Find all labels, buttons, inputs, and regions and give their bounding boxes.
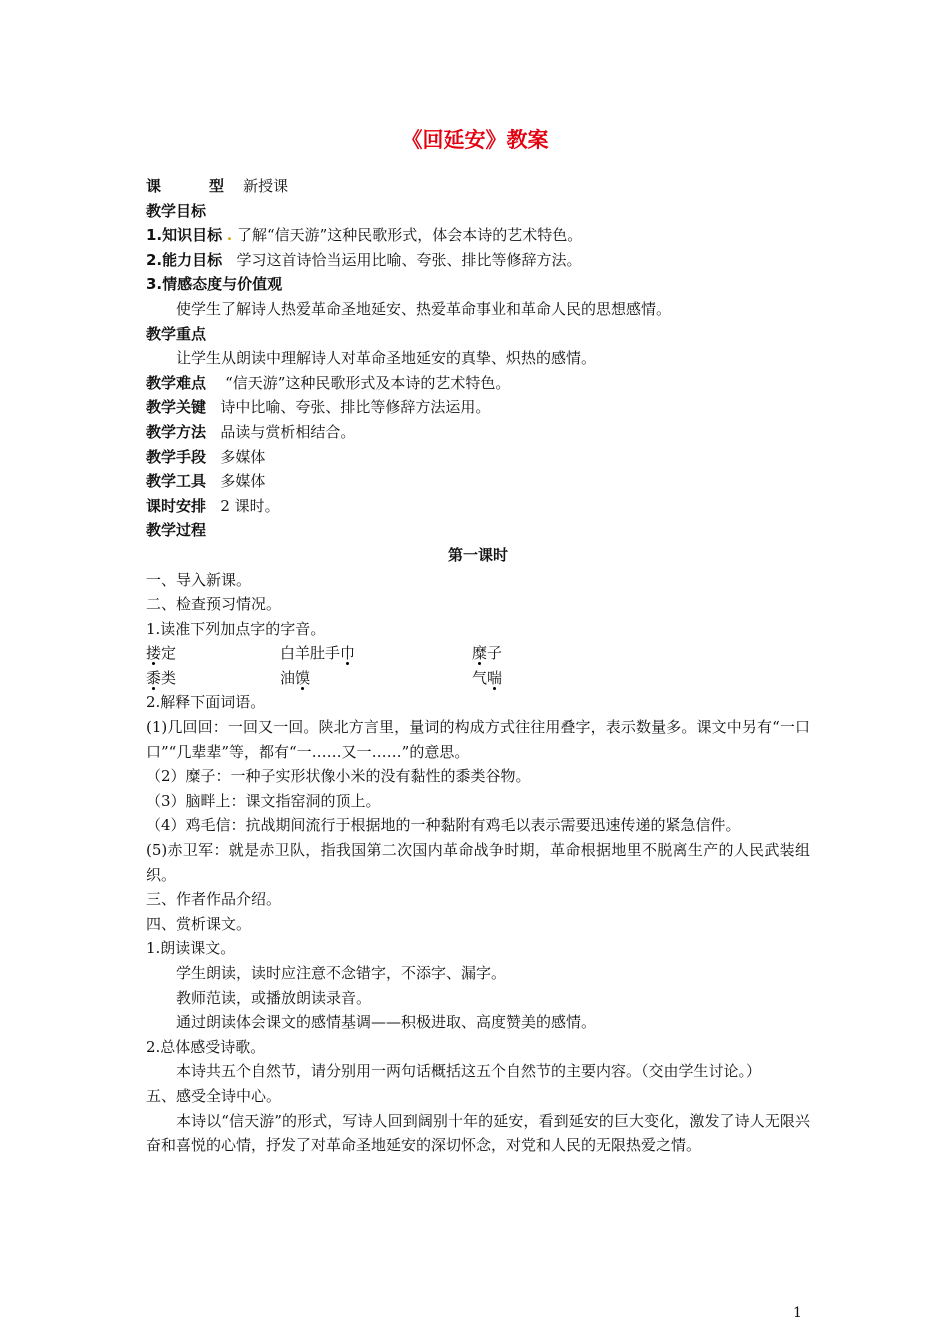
word-row-1 <box>146 641 810 666</box>
first-period-heading: 第一课时 <box>447 545 508 564</box>
lesson-type-line <box>146 174 810 199</box>
attitude-objective-text: 使学生了解诗人热爱革命圣地延安、热爱革命事业和革命人民的思想感情。 <box>176 299 672 318</box>
ability-objective-line <box>146 248 810 273</box>
dotted-char: 馍 <box>295 668 311 687</box>
dotted-char: 糜 <box>472 644 488 663</box>
section-appreciation: 四、赏析课文。 <box>146 914 252 933</box>
heading-key-points: 教学重点 <box>146 324 207 343</box>
dotted-char: 黍 <box>146 668 162 687</box>
section-theme: 五、感受全诗中心。 <box>146 1086 282 1105</box>
reading-step-3: 通过朗读体会课文的感情基调——积极进取、高度赞美的感情。 <box>176 1013 597 1032</box>
word-row-2 <box>146 666 810 691</box>
reading-heading: 1.朗读课文。 <box>146 939 236 958</box>
pronunciation-instruction: 1.读准下列加点字的字音。 <box>146 619 326 638</box>
method-value: 品读与赏析相结合。 <box>220 422 356 441</box>
key-line <box>146 395 810 420</box>
difficulty-value: “信天游”这种民歌形式及本诗的艺术特色。 <box>225 373 511 392</box>
means-line <box>146 445 810 470</box>
word-rest: 类 <box>161 668 177 687</box>
schedule-line <box>146 494 810 519</box>
document-title: 《回延安》教案 <box>401 128 549 152</box>
dotted-char: 搂 <box>146 644 162 663</box>
reading-step-2: 教师范读，或播放朗读录音。 <box>176 988 372 1007</box>
section-author: 三、作者作品介绍。 <box>146 890 282 909</box>
means-label: 教学手段 <box>146 447 207 466</box>
explanation-3: （3）脑畔上：课文指窑洞的顶上。 <box>146 791 381 810</box>
method-line <box>146 420 810 445</box>
theme-text: 本诗以“信天游”的形式，写诗人回到阔别十年的延安，看到延安的巨大变化，激发了诗人无限兴奋和喜悦的心情，抒发了对革命圣地延安的深切怀念，对党和人民的无限热爱之情。 <box>146 1111 810 1155</box>
heading-process: 教学过程 <box>146 521 207 540</box>
explanation-4: （4）鸡毛信：抗战期间流行于根据地的一种黏附有鸡毛以表示需要迅速传递的紧急信件。 <box>146 816 741 835</box>
word-rest: 气 <box>472 668 488 687</box>
heading-objectives: 教学目标 <box>146 201 207 220</box>
word-rest: 白羊肚手 <box>280 644 341 663</box>
reading-step-1: 学生朗读，读时应注意不念错字，不添字、漏字。 <box>176 964 507 982</box>
difficulty-line <box>146 371 810 396</box>
method-label: 教学方法 <box>146 422 207 441</box>
schedule-value: 2 课时。 <box>220 496 280 515</box>
document-body <box>146 174 810 1158</box>
lesson-type-value: 新授课 <box>243 177 289 195</box>
word-rest: 子 <box>487 644 503 663</box>
explain-words-heading: 2.解释下面词语。 <box>146 693 266 712</box>
key-label: 教学关键 <box>146 398 207 417</box>
section-intro: 一、导入新课。 <box>146 570 252 589</box>
overall-heading: 2.总体感受诗歌。 <box>146 1037 266 1056</box>
word-rest: 油 <box>280 668 296 687</box>
tools-line <box>146 469 810 494</box>
overall-text: 本诗共五个自然节，请分别用一两句话概括这五个自然节的主要内容。（交由学生讨论。） <box>176 1062 762 1081</box>
means-value: 多媒体 <box>220 447 266 466</box>
key-points-text: 让学生从朗读中理解诗人对革命圣地延安的真挚、炽热的感情。 <box>176 349 597 368</box>
difficulty-label: 教学难点 <box>146 373 207 392</box>
dotted-char: 巾 <box>340 644 356 663</box>
explanation-5: (5)赤卫军：就是赤卫队，指我国第二次国内革命战争时期，革命根据地里不脱离生产的人民武装组织。 <box>146 841 810 884</box>
tools-label: 教学工具 <box>146 472 207 491</box>
lesson-type-label-a: 课 <box>146 177 162 195</box>
schedule-label: 课时安排 <box>146 496 207 515</box>
explanation-1: (1)几回回：一回又一回。陕北方言里，量词的构成方式往往用叠字，表示数量多。课文中另有“一口口”“几辈辈”等，都有“一……又一……”的意思。 <box>146 718 810 761</box>
knowledge-objective-label: 1.知识目标 <box>146 226 223 245</box>
knowledge-objective-value: 了解“信天游”这种民歌形式，体会本诗的艺术特色。 <box>236 226 583 245</box>
lesson-type-label-b: 型 <box>209 177 225 195</box>
knowledge-objective-line <box>146 223 810 248</box>
attitude-objective-heading: 3.情感态度与价值观 <box>146 275 283 294</box>
stray-mark: . <box>226 226 233 245</box>
word-rest: 定 <box>161 644 177 663</box>
tools-value: 多媒体 <box>220 472 266 491</box>
page-number: 1 <box>793 1305 802 1321</box>
dotted-char: 喘 <box>487 668 503 687</box>
explanation-2: （2）糜子：一种子实形状像小米的没有黏性的黍类谷物。 <box>146 767 531 786</box>
key-value: 诗中比喻、夸张、排比等修辞方法运用。 <box>220 398 491 417</box>
section-preview: 二、检查预习情况。 <box>146 595 282 614</box>
ability-objective-label: 2.能力目标 <box>146 250 223 269</box>
ability-objective-value: 学习这首诗恰当运用比喻、夸张、排比等修辞方法。 <box>236 250 582 269</box>
